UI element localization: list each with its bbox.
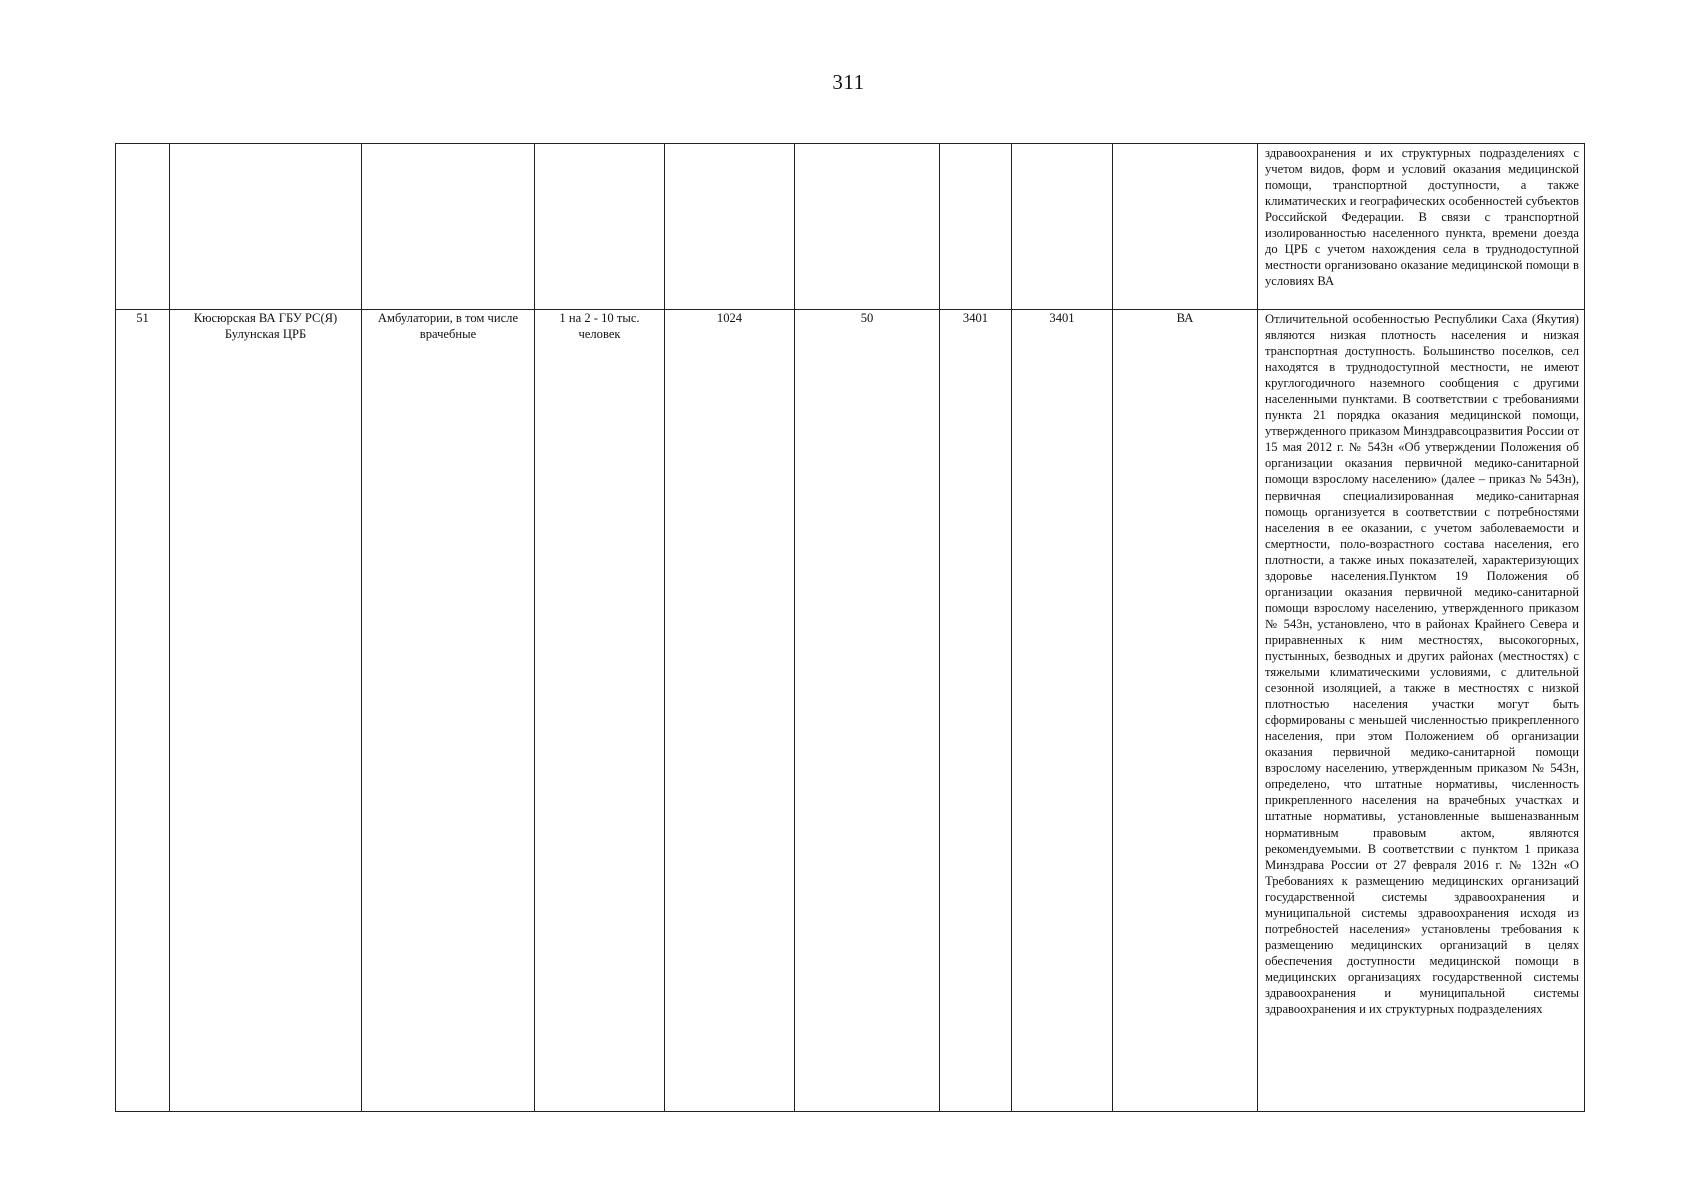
page-number: 311 [832,70,865,94]
cell-organization [170,144,362,310]
cell-population-norm [535,144,665,310]
cell-value-a [940,144,1012,310]
cell-distance: 50 [795,310,940,1112]
cell-value-b: 3401 [1012,310,1113,1112]
cell-value-b [1012,144,1113,310]
table-row [116,310,1585,1112]
cell-type [362,144,535,310]
cell-num [116,144,170,310]
cell-result: ВА [1113,310,1258,1112]
cell-justification: здравоохранения и их структурных подразделениях с учетом видов, форм и условий оказания медицинской помощи, транспортной доступности, а также климатических и географических особенностей субъектов Российской Федерации. В связи с транспортной изолированностью населенного пункта, времени доезда до ЦРБ с учетом нахождения села в труднодоступной местности организовано оказание медицинской помощи в условиях ВА [1258,144,1585,310]
cell-type: Амбулатории, в том числе врачебные [362,310,535,1112]
cell-population: 1024 [665,310,795,1112]
table-row [116,144,1585,310]
cell-population [665,144,795,310]
cell-population-norm: 1 на 2 - 10 тыс. человек [535,310,665,1112]
cell-num: 51 [116,310,170,1112]
cell-result [1113,144,1258,310]
document-table [115,143,1585,1112]
cell-value-a: 3401 [940,310,1012,1112]
cell-justification: Отличительной особенностью Республики Саха (Якутия) являются низкая плотность населения и низкая транспортная доступность. Большинство поселков, сел находятся в труднодоступной местности, не имеют круглогодичного наземного сообщения с другими населенными пунктами. В соответствии с требованиями пункта 21 порядка оказания медицинской помощи, утвержденного приказом Минздравсоцразвития России от 15 мая 2012 г. № 543н «Об утверждении Положения об организации оказания первичной медико-санитарной помощи взрослому населению» (далее – приказ № 543н), первичная специализированная медико-санитарная помощь организуется в соответствии с потребностями населения в ее оказании, с учетом заболеваемости и смертности, поло-возрастного состава населения, его плотности, а также иных показателей, характеризующих здоровье населения.Пунктом 19 Положения об организации оказания первичной медико-санитарной помощи взрослому населению, утвержденного приказом № 543н, установлено, что в районах Крайнего Севера и приравненных к ним местностях, высокогорных, пустынных, безводных и других районах (местностях) с тяжелыми климатическими условиями, с длительной сезонной изоляцией, а также в местностях с низкой плотностью населения участки могут быть сформированы с меньшей численностью прикрепленного населения, при этом Положением об организации оказания первичной медико-санитарной помощи взрослому населению, утвержденным приказом № 543н, определено, что штатные нормативы, численность прикрепленного населения на врачебных участках и штатные нормативы, установленные вышеназванным нормативным правовым актом, являются рекомендуемыми. В соответствии с пунктом 1 приказа Минздрава России от 27 февраля 2016 г. № 132н «О Требованиях к размещению медицинских организаций государственной системы здравоохранения и муниципальной системы здравоохранения исходя из потребностей населения» установлены требования к размещению медицинских организаций в целях обеспечения доступности медицинской помощи в медицинских организациях государственной системы здравоохранения и муниципальной системы здравоохранения и их структурных подразделениях [1258,310,1585,1112]
cell-organization: Кюсюрская ВА ГБУ РС(Я) Булунская ЦРБ [170,310,362,1112]
cell-distance [795,144,940,310]
